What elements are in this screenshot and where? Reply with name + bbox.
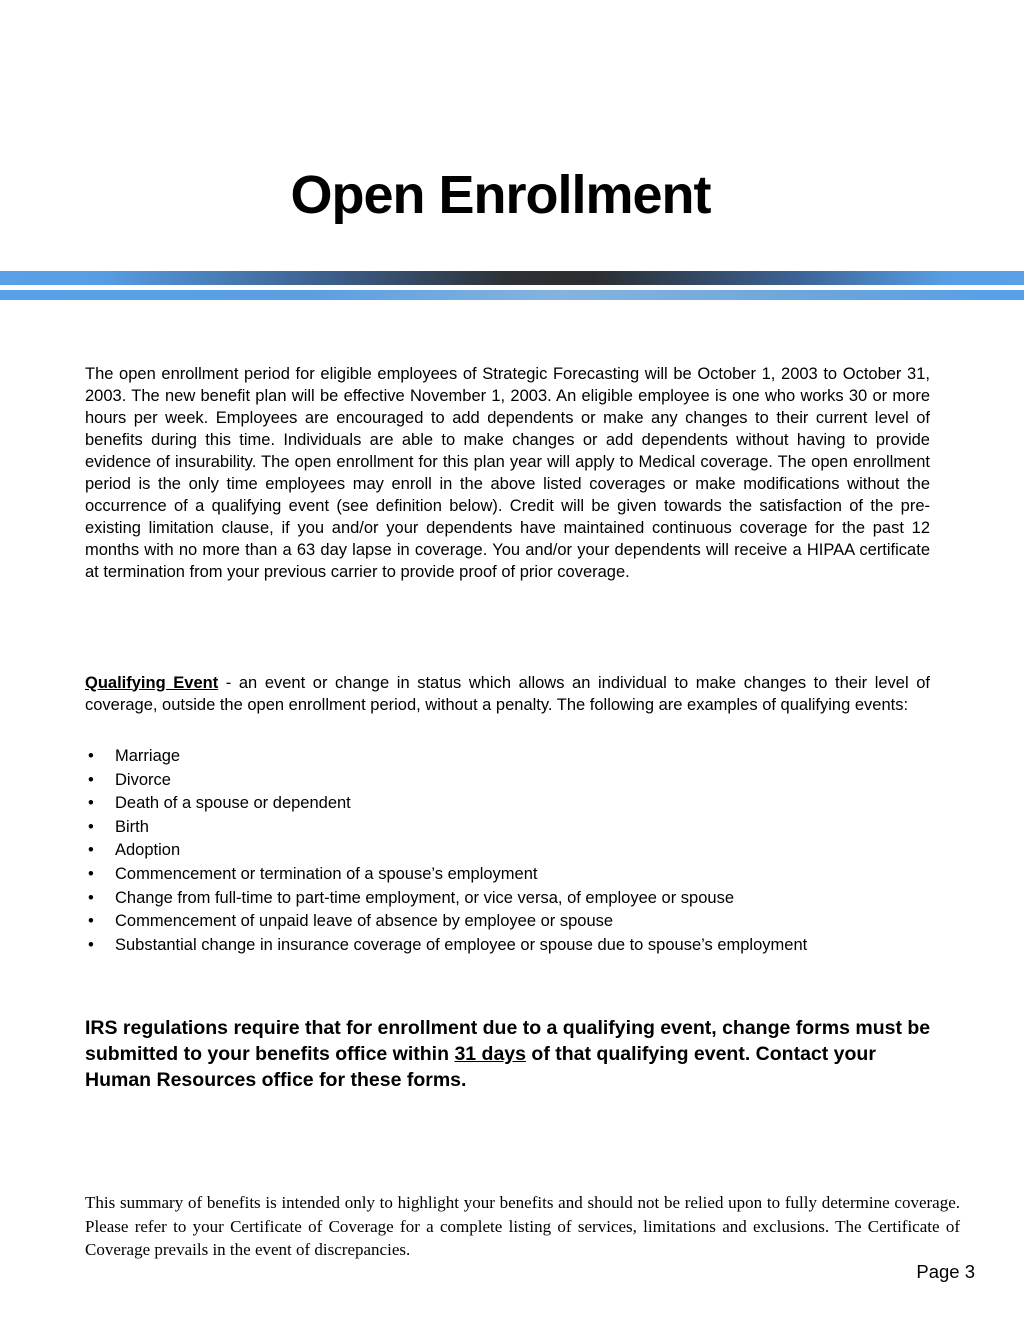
list-item: • Death of a spouse or dependent (85, 792, 930, 816)
divider-gradient-bar-bottom (0, 290, 1024, 300)
list-item: • Marriage (85, 745, 930, 769)
list-item: • Divorce (85, 769, 930, 793)
page-number: Page 3 (916, 1261, 975, 1282)
list-item: • Commencement or termination of a spouse’s employment (85, 863, 930, 887)
qualifying-event-definition-text: - an event or change in status which allows an individual to make changes to their level of coverage, outside the open enrollment period, without a penalty. The following are examples of qualifying events: (85, 673, 931, 714)
irs-regulations-notice (85, 1015, 933, 1094)
qualifying-events-list (85, 745, 930, 957)
irs-notice-text-after: of that qualifying event. Contact your Human Resources office for these forms. (85, 1042, 876, 1092)
list-item: • Substantial change in insurance coverage of employee or spouse due to spouse’s employment (85, 934, 930, 958)
benefits-disclaimer: This summary of benefits is intended only to highlight your benefits and should not be relied upon to fully determine coverage. Please refer to your Certificate of Coverage for a complete listing of services, limitations and exclusions. The Certificate of Coverage prevails in the event of discrepancies. (85, 1193, 960, 1259)
list-item: • Birth (85, 816, 930, 840)
irs-notice-text-before: IRS regulations require that for enrollment due to a qualifying event, change forms must be submitted to your benefits office within (85, 1016, 931, 1065)
qualifying-event-term: Qualifying Event (85, 673, 219, 692)
divider-gradient-bar-top (0, 271, 1024, 285)
list-item: • Commencement of unpaid leave of absence by employee or spouse (85, 910, 930, 934)
list-item: • Adoption (85, 839, 930, 863)
intro-paragraph: The open enrollment period for eligible employees of Strategic Forecasting will be October 1, 2003 to October 31, 2003. The new benefit plan will be effective November 1, 2003. An eligible employee is one who works 30 or more hours per week. Employees are encouraged to add dependents or make any changes to their current level of benefits during this time. Individuals are able to make changes or add dependents without having to provide evidence of insurability. The open enrollment for this plan year will apply to Medical coverage. The open enrollment period is the only time employees may enroll in the above listed coverages or make modifications without the occurrence of a qualifying event (see definition below). Credit will be given towards the satisfaction of the pre-existing limitation clause, if you and/or your dependents have maintained continuous coverage for the past 12 months with no more than a 63 day lapse in coverage. You and/or your dependents will receive a HIPAA certificate at termination from your previous carrier to provide proof of prior coverage. (85, 364, 930, 582)
list-item: • Change from full-time to part-time employment, or vice versa, of employee or spouse (85, 887, 930, 911)
irs-notice-31-days-emphasis: 31 days (454, 1042, 526, 1065)
page-title: Open Enrollment (290, 165, 711, 226)
qualifying-event-definition (85, 672, 930, 716)
